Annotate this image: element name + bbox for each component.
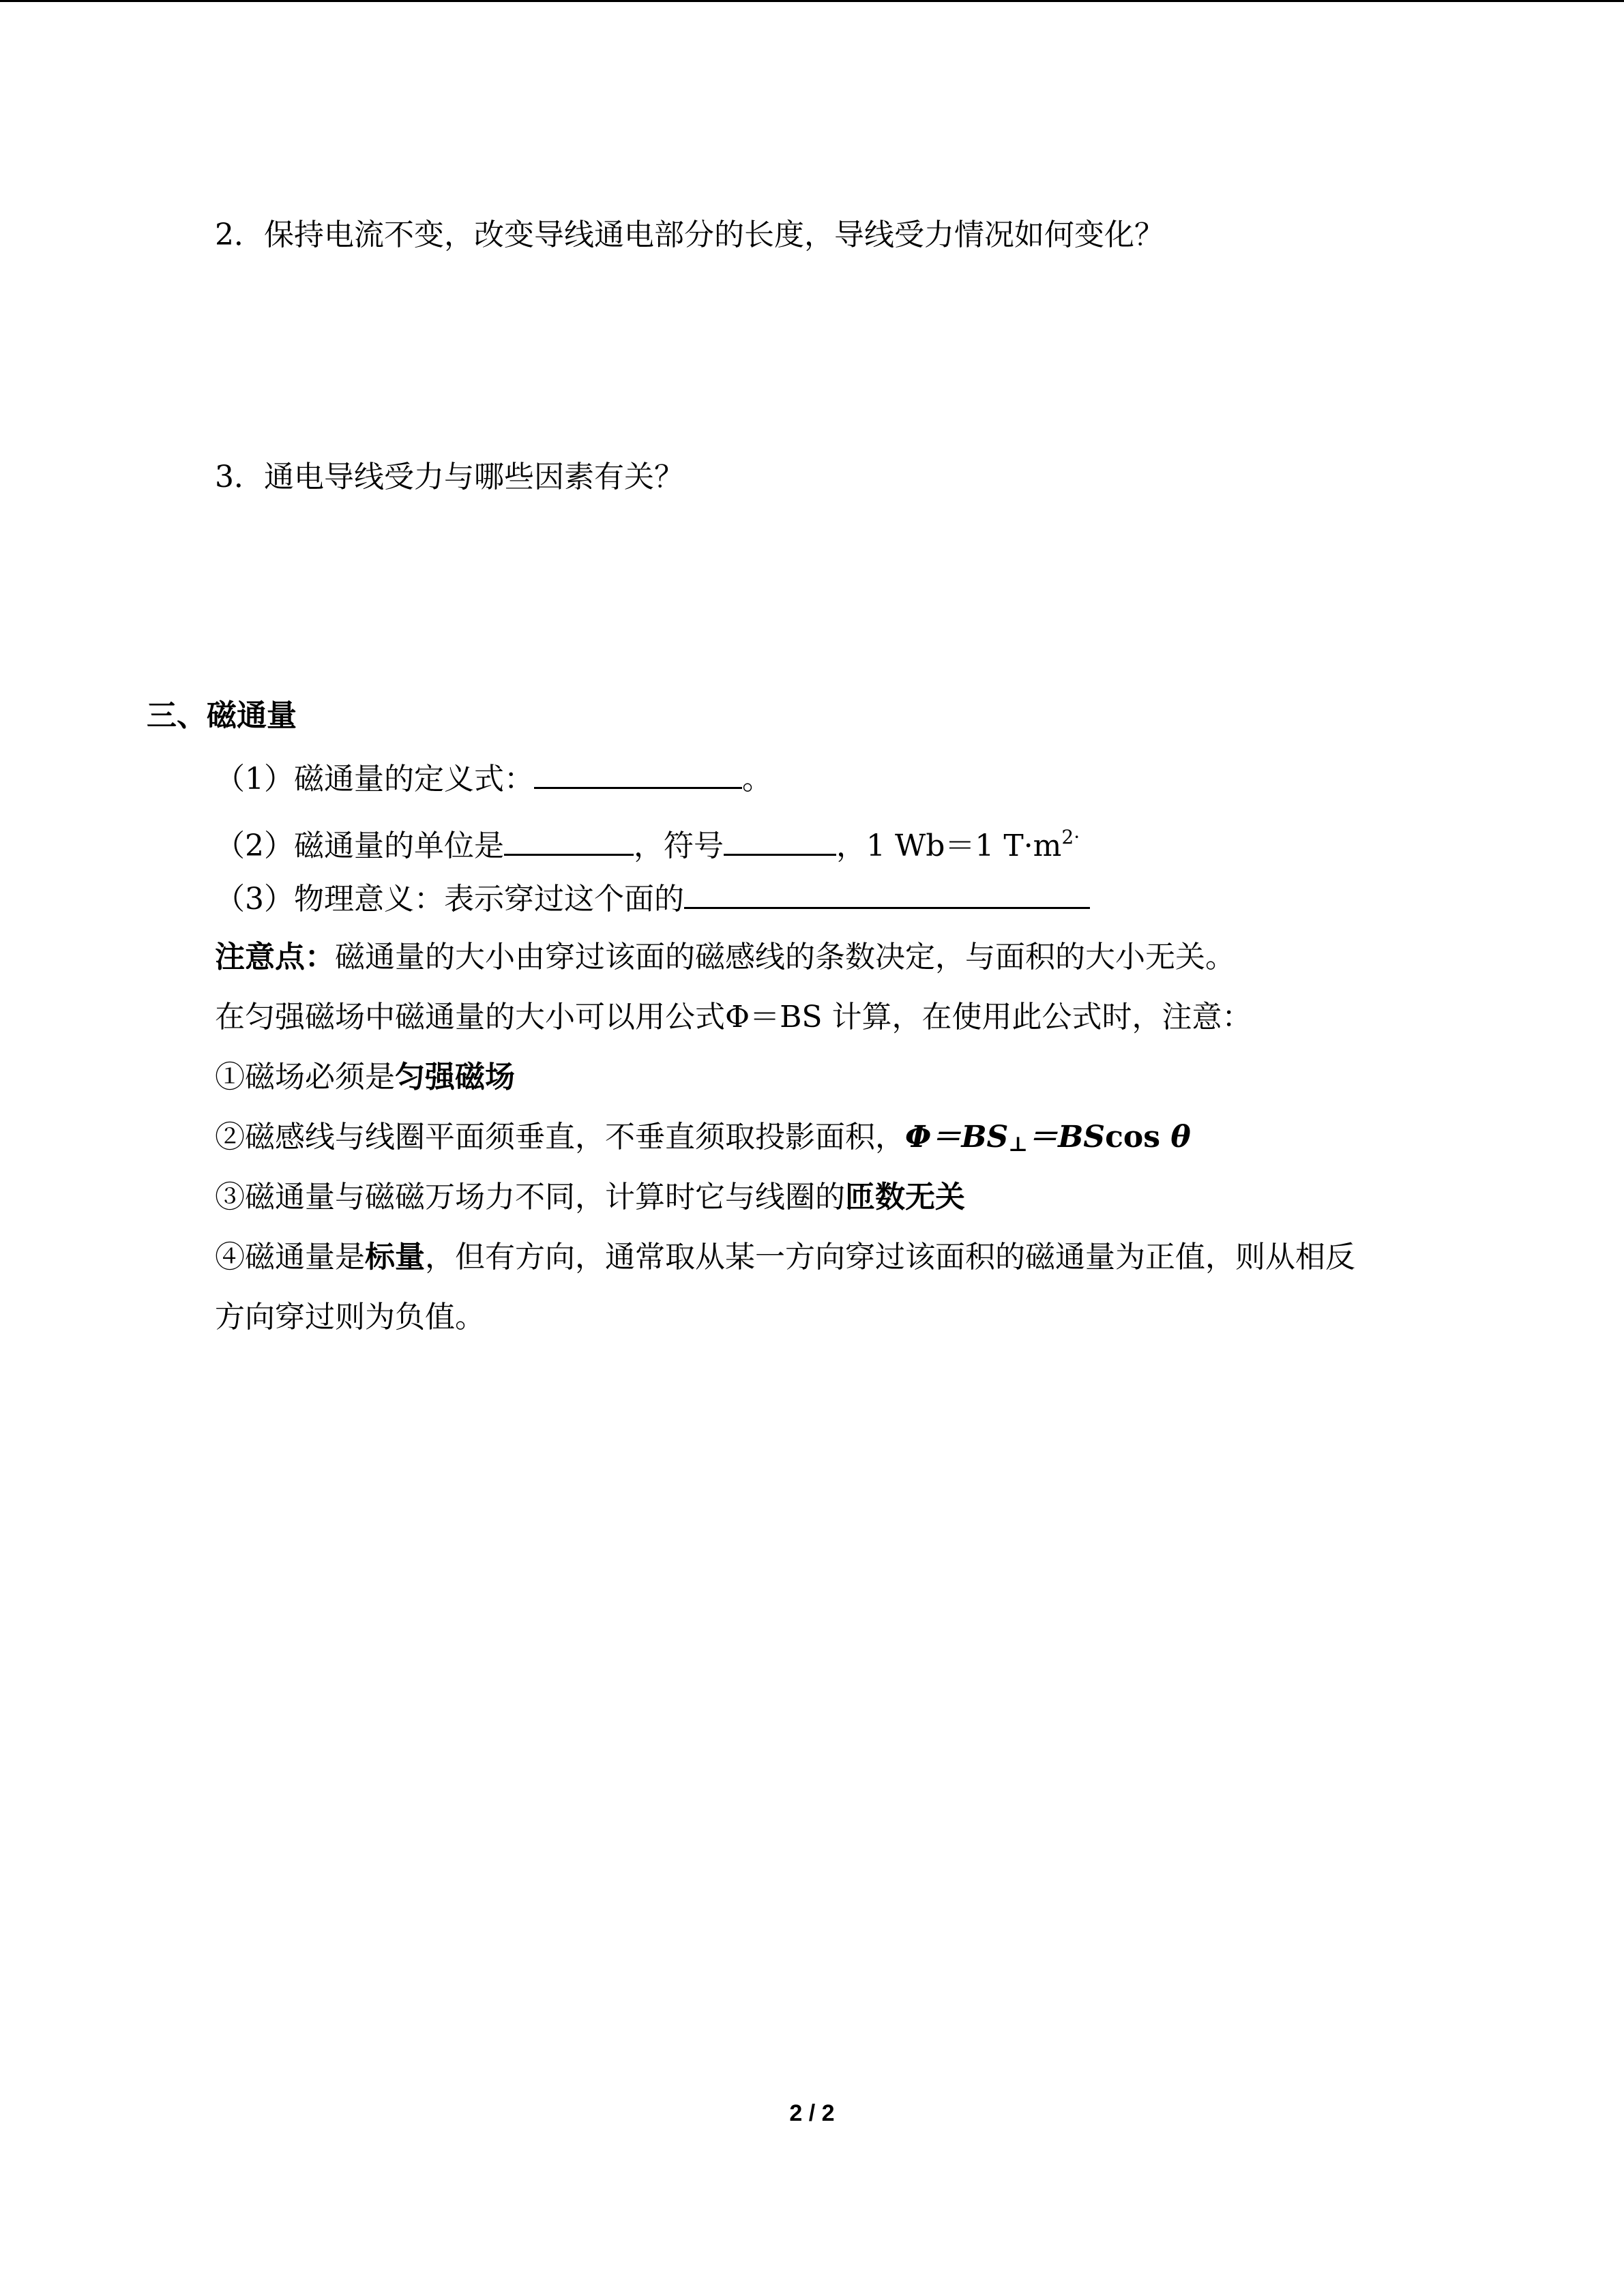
item-2-superscript: 2· <box>1061 826 1080 848</box>
condition-3-prefix: ③磁通量与磁磁万场力不同，计算时它与线圈的 <box>215 1180 845 1214</box>
item-2 <box>215 817 1080 867</box>
note-label: 注意点： <box>215 940 335 974</box>
question-3: 3．通电导线受力与哪些因素有关？ <box>215 460 684 494</box>
item-1-suffix: 。 <box>742 762 772 796</box>
condition-2-prefix: ②磁感线与线圈平面须垂直，不垂直须取投影面积， <box>215 1120 905 1154</box>
meaning-blank[interactable] <box>684 877 1090 909</box>
question-2: 2．保持电流不变，改变导线通电部分的长度，导线受力情况如何变化？ <box>215 218 1164 252</box>
page-top-border <box>0 0 1624 2</box>
section-heading: 三、磁通量 <box>147 698 297 733</box>
condition-4-bold: 标量 <box>365 1240 425 1274</box>
item-1-prefix: （1）磁通量的定义式： <box>215 762 534 796</box>
condition-2 <box>215 1117 1191 1165</box>
item-3 <box>215 877 1090 920</box>
condition-1-bold: 匀强磁场 <box>395 1060 515 1094</box>
flux-formula <box>905 1120 1191 1157</box>
condition-4-continuation: 方向穿过则为负值。 <box>215 1300 485 1335</box>
formula-part-b: ＝BS <box>1028 1120 1106 1154</box>
condition-4 <box>215 1237 1355 1278</box>
note-line <box>215 937 1235 978</box>
item-2-mid: ，符号 <box>634 829 724 863</box>
formula-cos: cos <box>1105 1120 1171 1154</box>
item-2-prefix: （2）磁通量的单位是 <box>215 829 504 863</box>
formula-part-a: Φ＝BS <box>905 1120 1009 1154</box>
condition-3-bold: 匝数无关 <box>845 1180 965 1214</box>
unit-blank[interactable] <box>504 824 634 856</box>
condition-3 <box>215 1177 965 1218</box>
condition-4-suffix: ，但有方向，通常取从某一方向穿过该面积的磁通量为正值，则从相反 <box>425 1240 1355 1274</box>
symbol-blank[interactable] <box>724 824 836 856</box>
formula-theta: θ <box>1170 1120 1191 1154</box>
condition-4-prefix: ④磁通量是 <box>215 1240 365 1274</box>
item-1 <box>215 757 772 800</box>
uniform-field-line: 在匀强磁场中磁通量的大小可以用公式Φ＝BS 计算，在使用此公式时，注意： <box>215 1000 1252 1034</box>
note-text: 磁通量的大小由穿过该面的磁感线的条数决定，与面积的大小无关。 <box>335 940 1235 974</box>
condition-1 <box>215 1057 515 1098</box>
page-number: 2 / 2 <box>789 2100 835 2126</box>
formula-perp-subscript: ⊥ <box>1008 1133 1029 1157</box>
item-2-suffix: ，1 Wb＝1 T·m <box>836 829 1062 863</box>
item-3-prefix: （3）物理意义：表示穿过这个面的 <box>215 882 684 916</box>
definition-blank[interactable] <box>534 757 742 789</box>
condition-1-prefix: ①磁场必须是 <box>215 1060 395 1094</box>
